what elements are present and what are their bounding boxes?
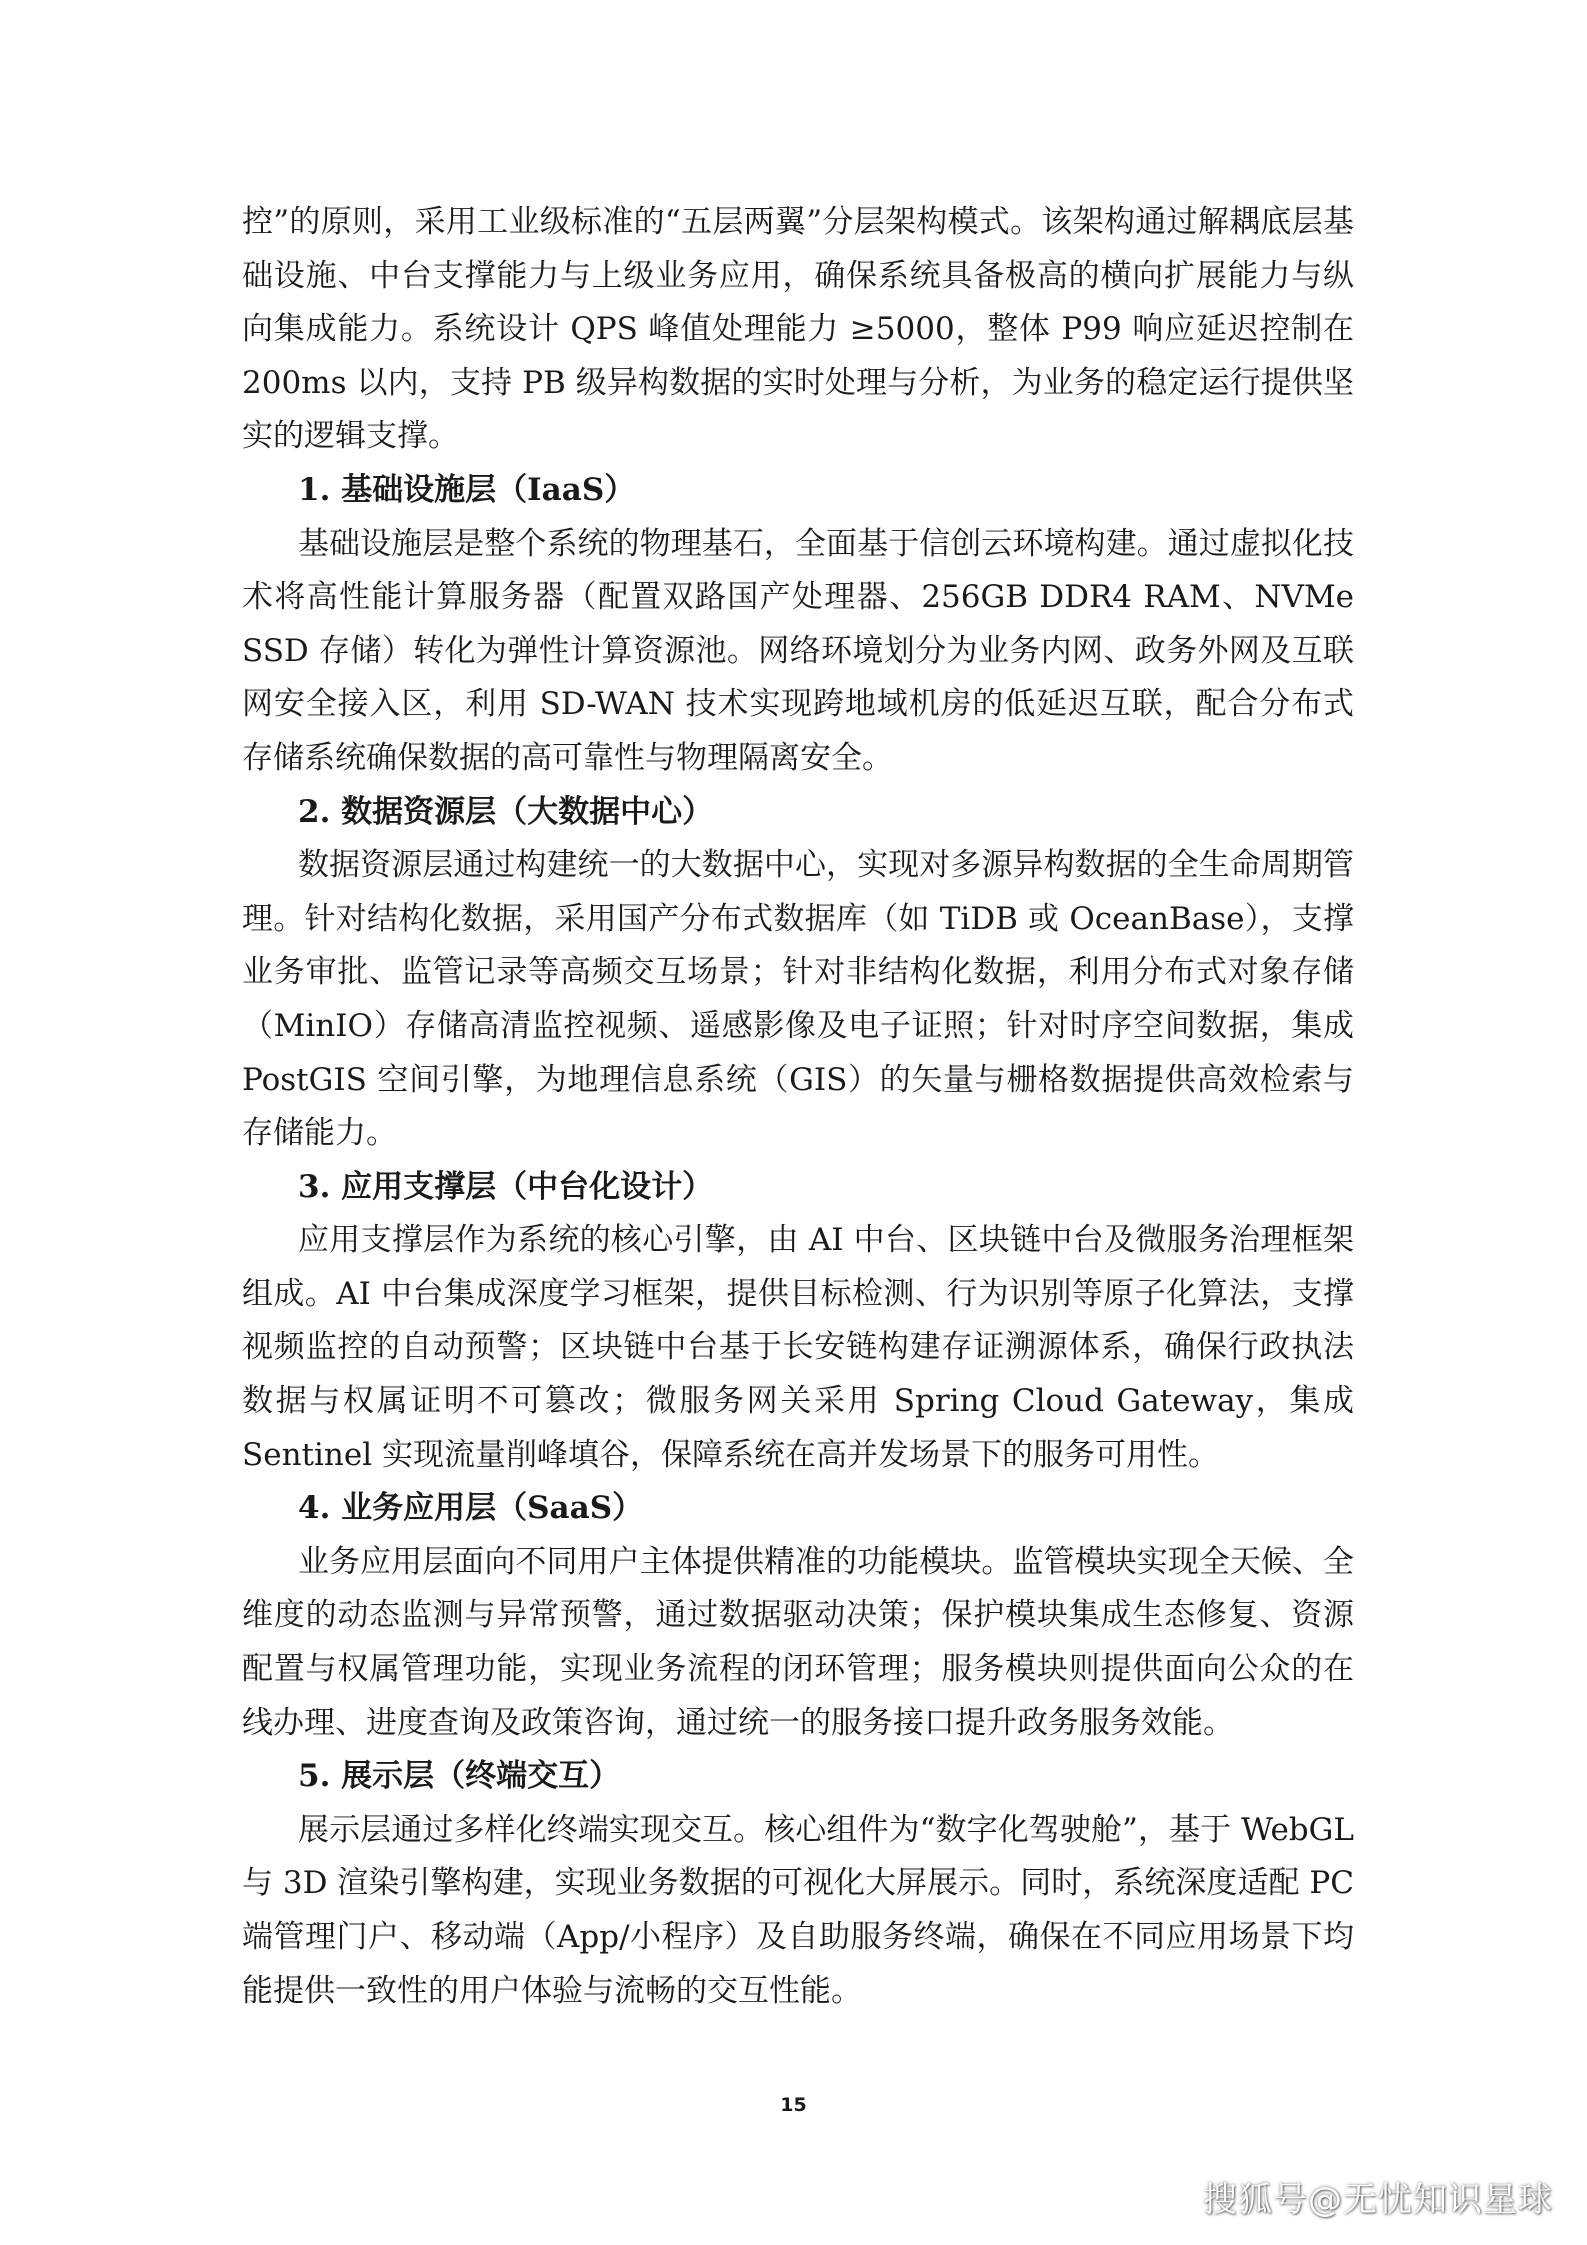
- section-app-support: [242, 1161, 1354, 1483]
- section-heading: 2. 数据资源层（大数据中心）: [298, 793, 714, 830]
- section-saas: [242, 1482, 1354, 1750]
- section-paragraph: 应用支撑层作为系统的核心引擎，由 AI 中台、区块链中台及微服务治理框架组成。AI 中台集成深度学习框架，提供目标检测、行为识别等原子化算法，支撑视频监控的自动预警；区块链中台基于长安链构建存证溯源体系，确保行政执法数据与权属证明不可篡改；微服务网关采用 Spring Cloud Gateway，集成 Sentinel 实现流量削峰填谷，保障系统在高并发场景下的服务可用性。: [242, 1222, 1354, 1473]
- section-paragraph: 数据资源层通过构建统一的大数据中心，实现对多源异构数据的全生命周期管理。针对结构化数据，采用国产分布式数据库（如 TiDB 或 OceanBase），支撑业务审批、监管记录等高频交互场景；针对非结构化数据，利用分布式对象存储（MinIO）存储高清监控视频、遥感影像及电子证照；针对时序空间数据，集成 PostGIS 空间引擎，为地理信息系统（GIS）的矢量与栅格数据提供高效检索与存储能力。: [242, 847, 1354, 1152]
- section-heading: 4. 业务应用层（SaaS）: [298, 1490, 644, 1527]
- section-iaas: [242, 464, 1354, 786]
- section-heading: 3. 应用支撑层（中台化设计）: [298, 1168, 714, 1205]
- section-paragraph: 基础设施层是整个系统的物理基石，全面基于信创云环境构建。通过虚拟化技术将高性能计算服务器（配置双路国产处理器、256GB DDR4 RAM、NVMe SSD 存储）转化为弹性计算资源池。网络环境划分为业务内网、政务外网及互联网安全接入区，利用 SD-WAN 技术实现跨地域机房的低延迟互联，配合分布式存储系统确保数据的高可靠性与物理隔离安全。: [242, 525, 1354, 776]
- page-number: 15: [780, 2094, 807, 2116]
- intro-paragraph: 控”的原则，采用工业级标准的“五层两翼”分层架构模式。该架构通过解耦底层基础设施、中台支撑能力与上级业务应用，确保系统具备极高的横向扩展能力与纵向集成能力。系统设计 QPS 峰值处理能力 ≥5000，整体 P99 响应延迟控制在 200ms 以内，支持 PB 级异构数据的实时处理与分析，为业务的稳定运行提供坚实的逻辑支撑。: [242, 204, 1354, 455]
- section-heading: 5. 展示层（终端交互）: [298, 1758, 621, 1795]
- section-data-resource: [242, 786, 1354, 1161]
- section-presentation: [242, 1750, 1354, 2018]
- watermark: 搜狐号@无忧知识星球: [1203, 2180, 1553, 2220]
- section-heading: 1. 基础设施层（IaaS）: [298, 471, 636, 508]
- document-body: [242, 196, 1354, 2018]
- section-paragraph: 展示层通过多样化终端实现交互。核心组件为“数字化驾驶舱”，基于 WebGL 与 3D 渲染引擎构建，实现业务数据的可视化大屏展示。同时，系统深度适配 PC 端管理门户、移动端（App/小程序）及自助服务终端，确保在不同应用场景下均能提供一致性的用户体验与流畅的交互性能。: [242, 1811, 1354, 2009]
- section-paragraph: 业务应用层面向不同用户主体提供精准的功能模块。监管模块实现全天候、全维度的动态监测与异常预警，通过数据驱动决策；保护模块集成生态修复、资源配置与权属管理功能，实现业务流程的闭环管理；服务模块则提供面向公众的在线办理、进度查询及政策咨询，通过统一的服务接口提升政务服务效能。: [242, 1543, 1354, 1741]
